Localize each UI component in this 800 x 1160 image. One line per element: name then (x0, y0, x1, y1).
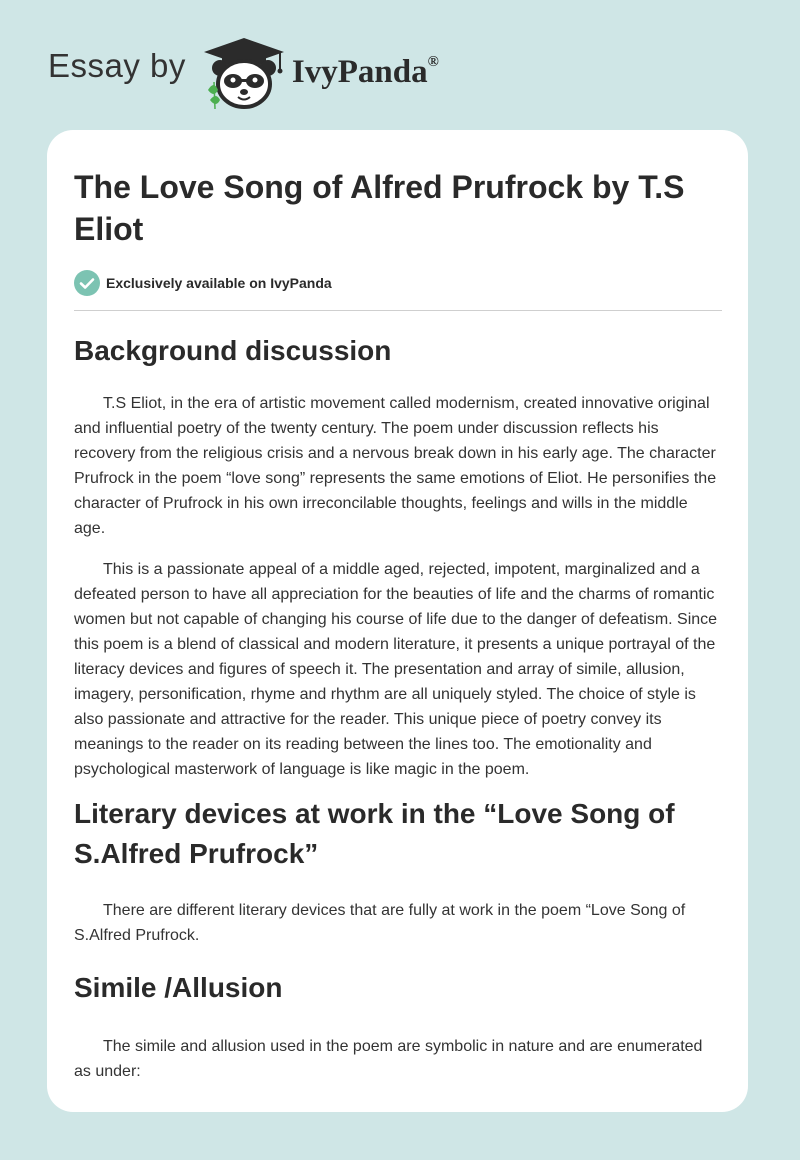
essay-by-label: Essay by (48, 47, 186, 84)
exclusive-badge (74, 270, 722, 296)
paragraph: T.S Eliot, in the era of artistic movement called modernism, created innovative original and influential poetry of the twenty century. The poem under discussion reflects his recovery from the religious crisis and a nervous break down in his early age. The character Prufrock in the poem “love song” represents the same emotions of Eliot. He personifies the character of Prufrock in his own irreconcilable thoughts, feelings and wills in the middle age. (74, 395, 717, 537)
paragraph: This is a passionate appeal of a middle aged, rejected, impotent, marginalized and a defeated person to have all appreciation for the beauties of life and the charms of romantic women but not capable of changing his course of life due to the danger of defeatism. Since this poem is a blend of classical and modern literature, it presents a unique portrayal of the literacy devices and figures of speech it. The presentation and array of simile, allusion, imagery, personification, rhyme and rhythm are all uniquely styled. The choice of style is also passionate and attractive for the reader. This unique piece of poetry convey its meanings to the reader on its reading between the lines too. The emotionality and psychological masterwork of language is like magic in the poem. (74, 561, 718, 778)
divider (74, 310, 722, 311)
paragraph: There are different literary devices that are fully at work in the poem “Love Song of S.Alfred Prufrock. (74, 902, 686, 944)
section-heading-simile-allusion: Simile /Allusion (74, 972, 283, 1003)
paragraph: The simile and allusion used in the poem are symbolic in nature and are enumerated as under: (74, 1038, 703, 1080)
check-circle-icon (74, 270, 100, 296)
section-heading-literary-devices: Literary devices at work in the “Love Song of S.Alfred Prufrock” (74, 798, 675, 869)
exclusive-label: Exclusively available on IvyPanda (106, 275, 332, 291)
site-header (48, 34, 439, 110)
panda-graduate-icon[interactable] (200, 34, 288, 110)
essay-card (47, 130, 748, 1112)
section-heading-background: Background discussion (74, 335, 392, 366)
registered-mark: ® (427, 53, 439, 70)
essay-title: The Love Song of Alfred Prufrock by T.S Eliot (74, 169, 685, 247)
brand-name[interactable]: IvyPanda® (291, 53, 439, 90)
